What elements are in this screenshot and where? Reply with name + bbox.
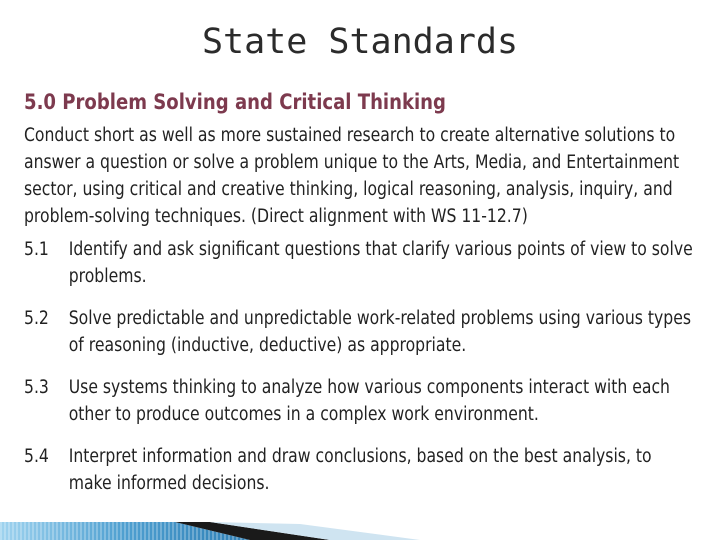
item-number: 5.4 <box>24 446 49 467</box>
list-item-5-4 <box>24 443 694 497</box>
item-text: Interpret information and draw conclusions, based on the best analysis, to make informed decisions. <box>68 446 652 494</box>
item-number: 5.1 <box>24 239 49 260</box>
item-text: Use systems thinking to analyze how various components interact with each other to produce outcomes in a complex work environment. <box>68 377 670 425</box>
intro-paragraph: Conduct short as well as more sustained research to create alternative solutions to answer a question or solve a problem unique to the Arts, Media, and Entertainment sector, using critical and creative thinking, logical reasoning, analysis, inquiry, and problem-solving techniques. (Direct alignment with WS 11-12.7) <box>24 125 680 227</box>
item-number: 5.2 <box>24 308 49 329</box>
item-text: Identify and ask significant questions that clarify various points of view to solve problems. <box>68 239 693 287</box>
standard-block <box>24 88 693 512</box>
section-heading: 5.0 Problem Solving and Critical Thinking <box>24 90 446 114</box>
item-text: Solve predictable and unpredictable work-related problems using various types of reasoning (inductive, deductive) as appropriate. <box>68 308 692 356</box>
item-number: 5.3 <box>24 377 49 398</box>
list-item-5-3 <box>24 374 694 428</box>
slide-title: State Standards <box>201 22 519 62</box>
list-item-5-1 <box>24 236 694 290</box>
list-item-5-2 <box>24 305 694 359</box>
decorative-bottom-bar <box>0 510 720 540</box>
